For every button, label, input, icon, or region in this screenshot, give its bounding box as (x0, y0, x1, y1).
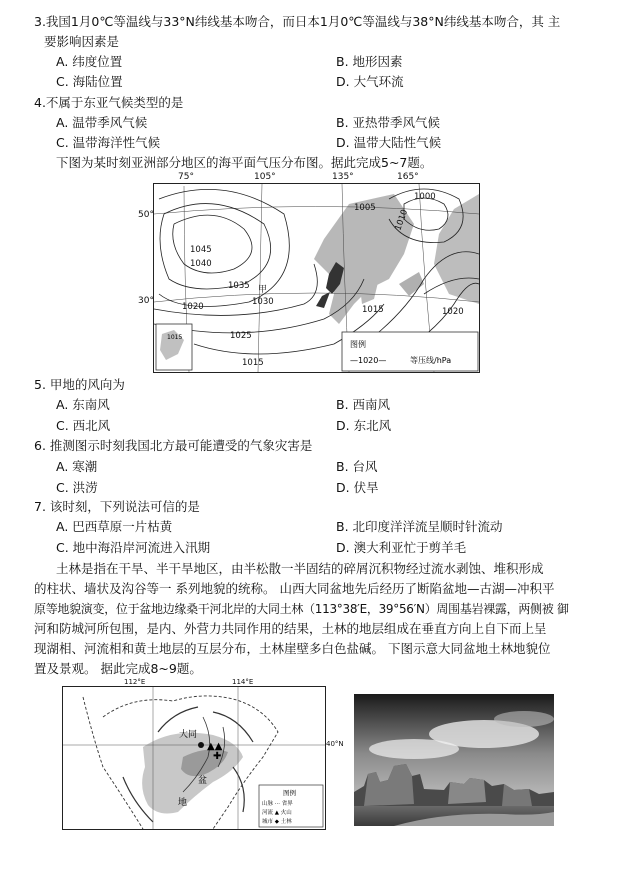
q6-stem: 6. 推测图示时刻我国北方最可能遭受的气象灾害是 (34, 438, 313, 453)
q4-option-b: B. 亚热带季风气候 (336, 115, 441, 130)
q5-option-b: B. 西南风 (336, 397, 391, 412)
isobar-label: 1005 (354, 203, 376, 213)
q7-option-d: D. 澳大利亚忙于剪羊毛 (336, 540, 467, 555)
q3-option-b: B. 地形因素 (336, 54, 403, 69)
isobar-label: 1020 (442, 307, 464, 317)
inset-label: 1015 (167, 334, 183, 341)
legend-text: 等压线/hPa (410, 356, 452, 365)
q6-option-a: A. 寒潮 (56, 459, 98, 474)
place-label-di: 地 (178, 798, 188, 808)
lon-label: 135° (332, 172, 354, 182)
basin-legend-row: 河流 ▲ 火山 (262, 810, 292, 816)
q3-option-a: A. 纬度位置 (56, 54, 123, 69)
place-label-basin: 盆 (198, 776, 208, 786)
q4-stem: 4.不属于东亚气候类型的是 (34, 95, 184, 110)
lon-label: 165° (397, 172, 419, 182)
basin-lon-label: 114°E (232, 678, 254, 686)
q5-option-a: A. 东南风 (56, 397, 110, 412)
earth-forest-photo (354, 694, 554, 826)
isobar-label: 1010 (393, 208, 411, 233)
q3-option-c: C. 海陆位置 (56, 74, 123, 89)
q7-option-b: B. 北印度洋洋流呈顺时针流动 (336, 519, 503, 534)
passage-line-3: 原等地貌演变，位于盆地边缘桑干河北岸的大同土林（113°38′E，39°56′N）周围基岩裸露，两侧被 御 (34, 602, 569, 616)
q7-option-c: C. 地中海沿岸河流进入汛期 (56, 540, 211, 555)
isobar-label: 1020 (182, 302, 204, 312)
passage-line-2: 的柱状、墙状及沟谷等一 系列地貌的统称。 山西大同盆地先后经历了断陷盆地—古湖—冲积平 (34, 581, 555, 596)
legend-line: —1020— (350, 356, 387, 365)
q3-option-d: D. 大气环流 (336, 74, 404, 89)
svg-text:✚: ✚ (213, 751, 222, 762)
pressure-map (153, 183, 480, 373)
lon-label: 105° (254, 172, 276, 182)
isobar-label: 1045 (190, 245, 212, 255)
q5-option-c: C. 西北风 (56, 418, 111, 433)
q5-option-d: D. 东北风 (336, 418, 392, 433)
passage-line-5: 现湖相、河流相和黄土地层的互层分布，土林崖壁多白色盐碱。 下图示意大同盆地土林地貌位 (34, 641, 551, 656)
place-label-jia: 甲 (258, 285, 268, 295)
isobar-label: 1015 (242, 358, 264, 368)
place-label-datong: 大同 (179, 730, 198, 740)
passage-line-6: 置及景观。 据此完成8~9题。 (34, 661, 202, 676)
q7-stem: 7. 该时刻，下列说法可信的是 (34, 499, 200, 514)
q7-option-a: A. 巴西草原一片枯黄 (56, 519, 173, 534)
lon-label: 75° (178, 172, 194, 182)
basin-lat-label: 40°N (326, 740, 344, 748)
basin-legend-row: 山脉 ··· 省界 (262, 801, 293, 807)
q6-option-c: C. 洪涝 (56, 480, 98, 495)
isobar-label: 1000 (414, 192, 436, 202)
isobar-label: 1040 (190, 259, 212, 269)
intro-5-7: 下图为某时刻亚洲部分地区的海平面气压分布图。据此完成5~7题。 (56, 155, 433, 170)
q3-stem: 3.我国1月0℃等温线与33°N纬线基本吻合，而日本1月0℃等温线与38°N纬线基本吻合，其 主 (34, 14, 561, 29)
lat-label: 30° (138, 296, 154, 306)
basin-map (62, 686, 326, 830)
q5-stem: 5. 甲地的风向为 (34, 377, 125, 392)
passage-line-1: 土林是指在干旱、半干旱地区，由半松散一半固结的碎屑沉积物经过流水剥蚀、堆积形成 (56, 561, 544, 576)
isobar-label: 1030 (252, 297, 274, 307)
basin-legend-row: 城市 ◆ 土林 (262, 819, 292, 825)
q3-stem-cont: 要影响因素是 (44, 34, 120, 49)
legend-title: 图例 (350, 340, 366, 349)
basin-lon-label: 112°E (124, 678, 146, 686)
q4-option-a: A. 温带季风气候 (56, 115, 148, 130)
q6-option-b: B. 台风 (336, 459, 378, 474)
svg-text:▲▲: ▲▲ (207, 741, 223, 752)
q4-option-d: D. 温带大陆性气候 (336, 135, 442, 150)
q6-option-d: D. 伏旱 (336, 480, 379, 495)
basin-legend-title: 图例 (283, 789, 296, 797)
q4-option-c: C. 温带海洋性气候 (56, 135, 161, 150)
isobar-label: 1015 (362, 305, 384, 315)
passage-line-4: 河和防城河所包围，是内、外营力共同作用的结果，土林的地层组成在垂直方向上自下而上呈 (34, 621, 547, 636)
isobar-label: 1025 (230, 331, 252, 341)
lat-label: 50° (138, 210, 154, 220)
isobar-label: 1035 (228, 281, 250, 291)
